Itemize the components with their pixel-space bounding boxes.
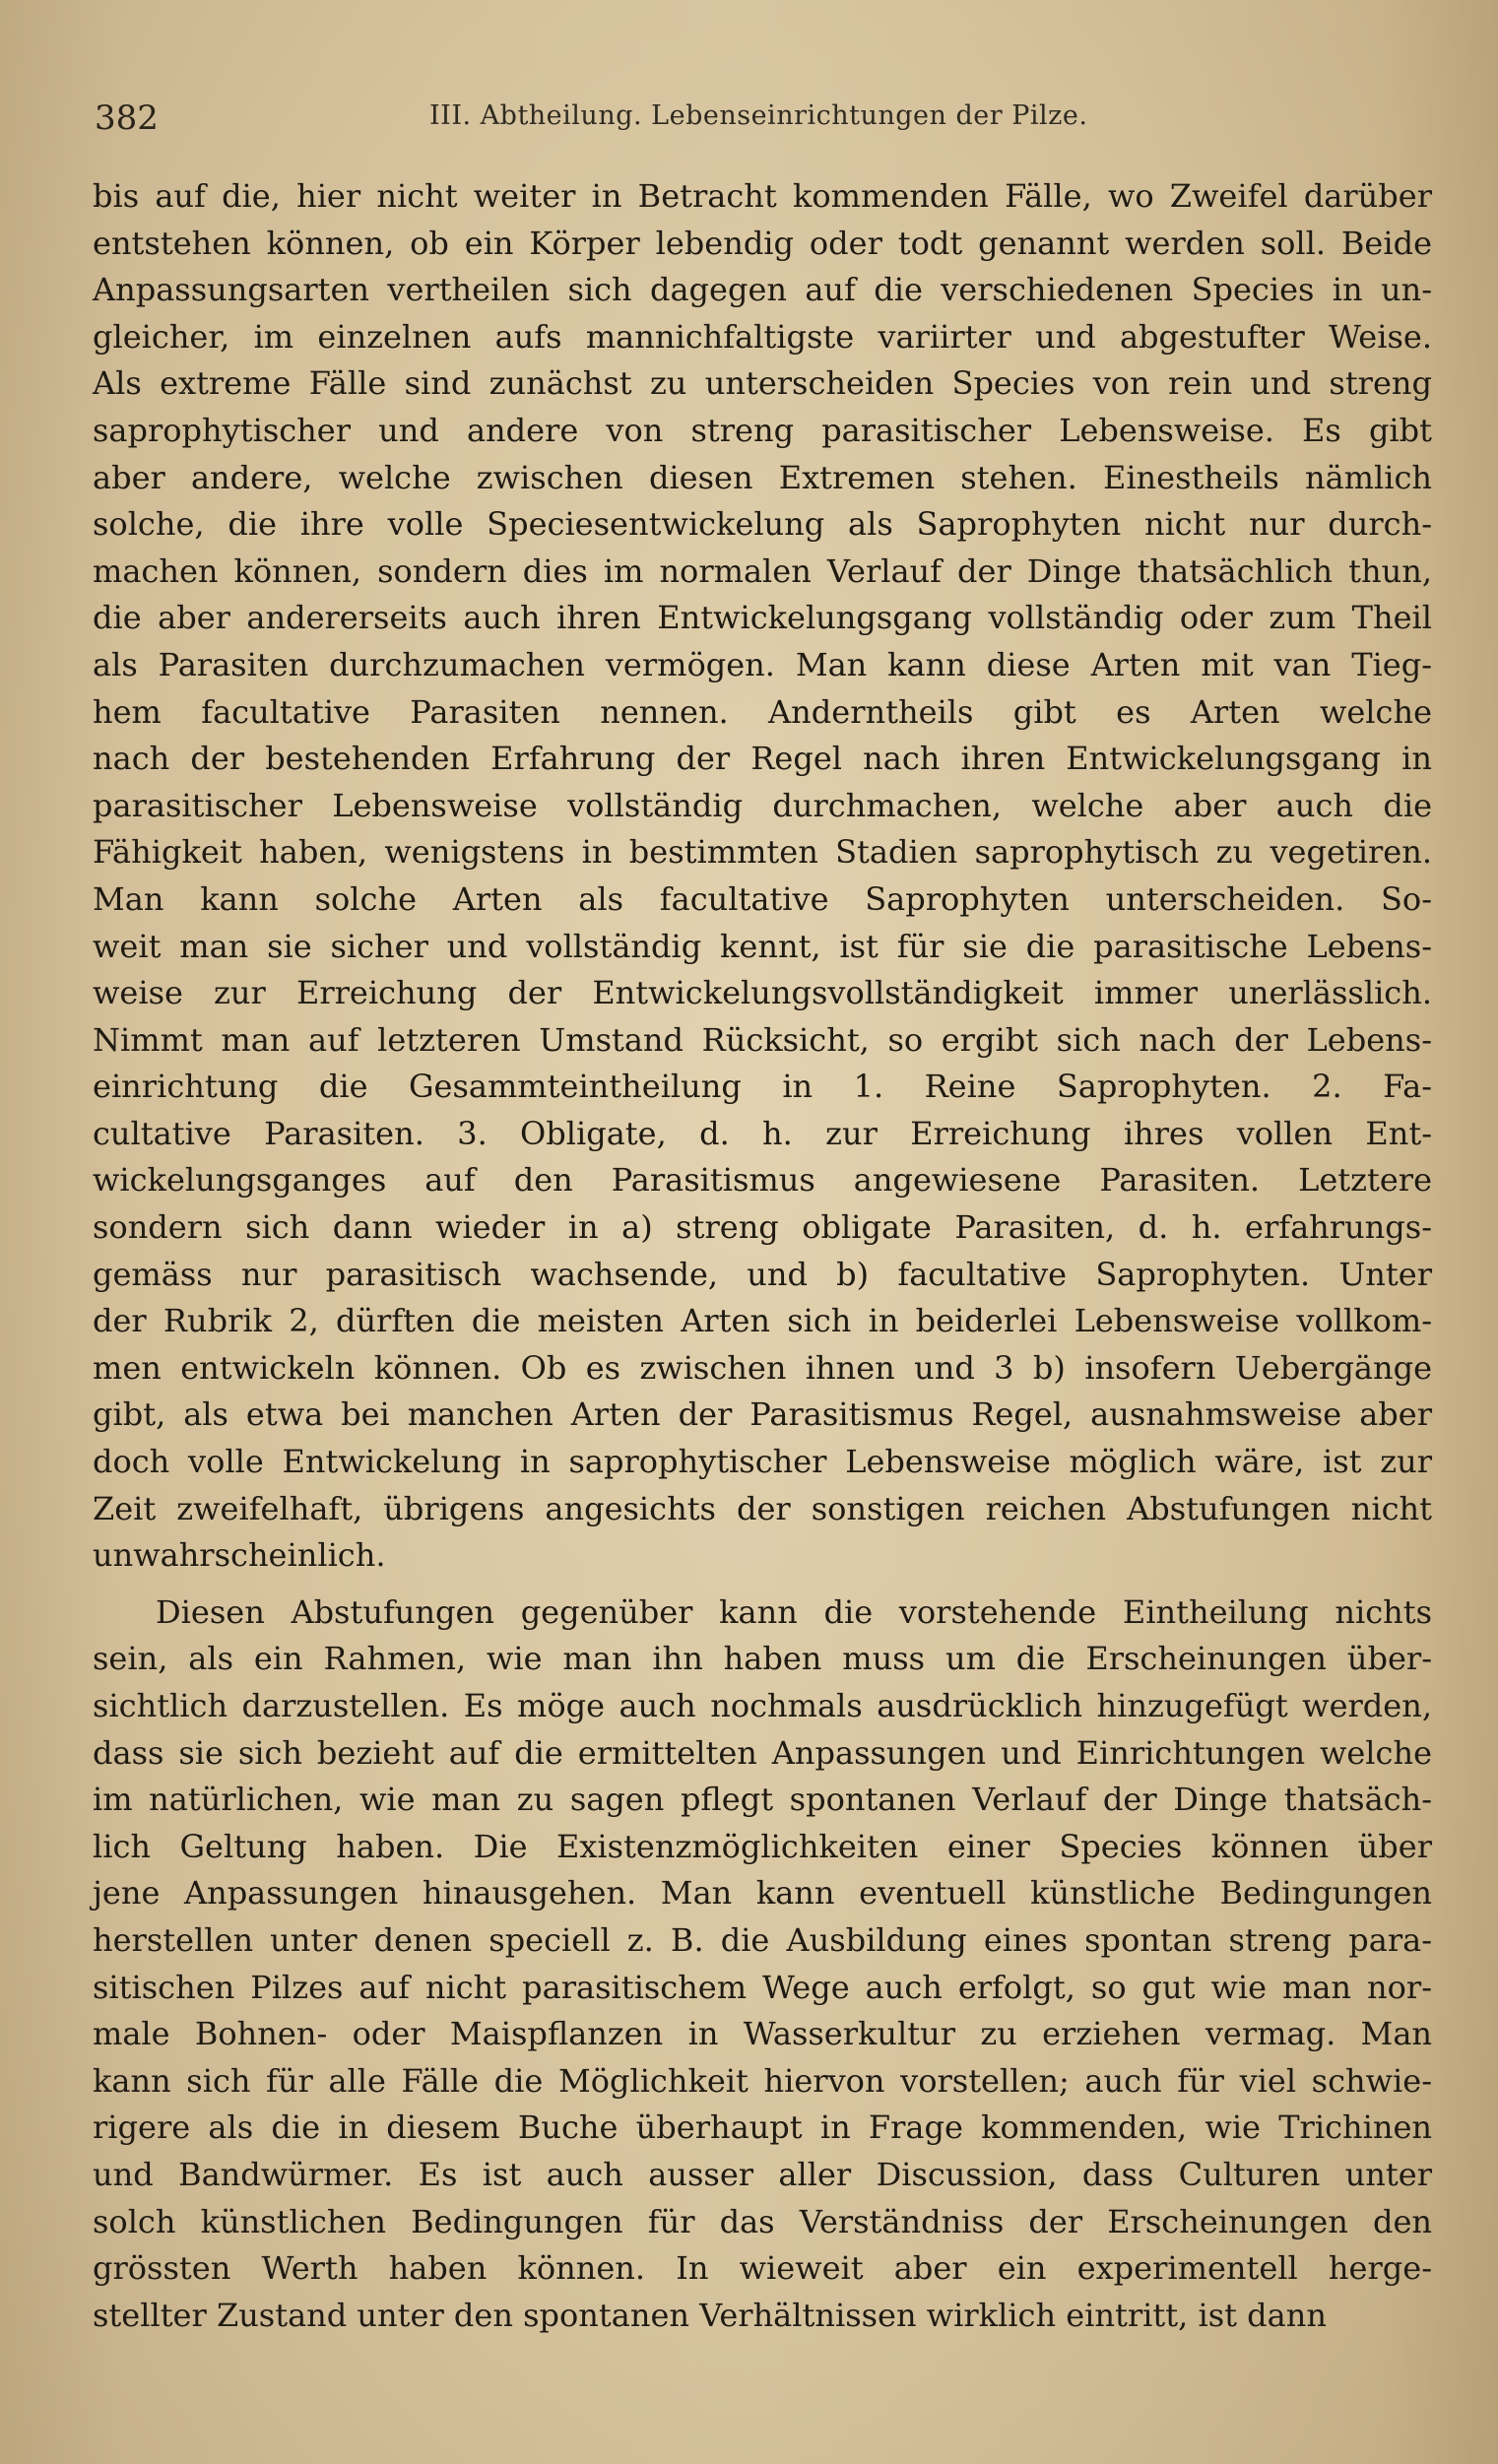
text-line: aber andere, welche zwischen diesen Extremen stehen. Einestheils nämlich (93, 458, 1432, 496)
text-line: gemäss nur parasitisch wachsende, und b) facultative Saprophyten. Unter (93, 1255, 1432, 1293)
text-line: Diesen Abstufungen gegenüber kann die vorstehende Eintheilung nichts (156, 1592, 1432, 1631)
paragraph-1 (93, 173, 1432, 1580)
text-line: sein, als ein Rahmen, wie man ihn haben muss um die Erscheinungen über- (93, 1640, 1432, 1678)
text-line: lich Geltung haben. Die Existenzmöglichkeiten einer Species können über (93, 1827, 1432, 1865)
text-line: Nimmt man auf letzteren Umstand Rücksicht, so ergibt sich nach der Lebens- (93, 1020, 1432, 1059)
page-header (95, 95, 1454, 144)
text-line: im natürlichen, wie man zu sagen pflegt spontanen Verlauf der Dinge thatsäch- (93, 1781, 1432, 1819)
body-text (93, 173, 1432, 2349)
text-line: machen können, sondern dies im normalen Verlauf der Dinge thatsächlich thun, (93, 551, 1432, 590)
page-number: 382 (95, 98, 159, 138)
text-line: die aber andererseits auch ihren Entwickelungsgang vollständig oder zum Theil (93, 599, 1432, 637)
text-line: male Bohnen- oder Maispflanzen in Wasserkultur zu erziehen vermag. Man (93, 2015, 1432, 2053)
text-line: solch künstlichen Bedingungen für das Verständniss der Erscheinungen den (93, 2202, 1432, 2240)
text-line: bis auf die, hier nicht weiter in Betracht kommenden Fälle, wo Zweifel darüber (93, 177, 1432, 215)
text-line: stellter Zustand unter den spontanen Verhältnissen wirklich eintritt, ist dann (93, 2296, 1327, 2334)
text-line: cultative Parasiten. 3. Obligate, d. h. zur Erreichung ihres vollen Ent- (93, 1114, 1432, 1152)
text-line: parasitischer Lebensweise vollständig durchmachen, welche aber auch die (93, 786, 1432, 824)
text-line: gleicher, im einzelnen aufs mannichfaltigste variirter und abgestufter Weise. (93, 317, 1432, 356)
text-line: wickelungsganges auf den Parasitismus angewiesene Parasiten. Letztere (93, 1161, 1432, 1200)
paragraph-2 (93, 1589, 1432, 2340)
text-line: gibt, als etwa bei manchen Arten der Parasitismus Regel, ausnahmsweise aber (93, 1395, 1432, 1434)
text-line: kann sich für alle Fälle die Möglichkeit hiervon vorstellen; auch für viel schwie- (93, 2061, 1432, 2100)
text-line: saprophytischer und andere von streng parasitischer Lebensweise. Es gibt (93, 411, 1432, 449)
text-line: Anpassungsarten vertheilen sich dagegen auf die verschiedenen Species in un- (93, 271, 1432, 309)
text-line: Als extreme Fälle sind zunächst zu unterscheiden Species von rein und streng (93, 364, 1432, 403)
text-line: hem facultative Parasiten nennen. Anderntheils gibt es Arten welche (93, 692, 1432, 731)
text-line: herstellen unter denen speciell z. B. die Ausbildung eines spontan streng para- (93, 1920, 1432, 1959)
text-line: men entwickeln können. Ob es zwischen ihnen und 3 b) insofern Uebergänge (93, 1348, 1432, 1387)
text-line: nach der bestehenden Erfahrung der Regel nach ihren Entwickelungsgang in (93, 740, 1432, 778)
text-line: sitischen Pilzes auf nicht parasitischem Wege auch erfolgt, so gut wie man nor- (93, 1968, 1432, 2006)
text-line: grössten Werth haben können. In wieweit aber ein experimentell herge- (93, 2249, 1432, 2288)
text-line: entstehen können, ob ein Körper lebendig oder todt genannt werden soll. Beide (93, 224, 1432, 262)
text-line: Zeit zweifelhaft, übrigens angesichts der sonstigen reichen Abstufungen nicht (93, 1489, 1432, 1527)
text-line: doch volle Entwickelung in saprophytischer Lebensweise möglich wäre, ist zur (93, 1443, 1432, 1481)
text-line: und Bandwürmer. Es ist auch ausser aller Discussion, dass Culturen unter (93, 2155, 1432, 2193)
text-line: Man kann solche Arten als facultative Saprophyten unterscheiden. So- (93, 879, 1432, 918)
text-line: unwahrscheinlich. (93, 1536, 386, 1575)
text-line: solche, die ihre volle Speciesentwickelung als Saprophyten nicht nur durch- (93, 505, 1432, 544)
text-line: sichtlich darzustellen. Es möge auch nochmals ausdrücklich hinzugefügt werden, (93, 1687, 1432, 1724)
text-line: jene Anpassungen hinausgehen. Man kann eventuell künstliche Bedingungen (93, 1874, 1432, 1913)
text-line: weit man sie sicher und vollständig kennt, ist für sie die parasitische Lebens- (93, 927, 1432, 965)
running-head: III. Abtheilung. Lebenseinrichtungen der Pilze. (429, 100, 1088, 131)
text-line: Fähigkeit haben, wenigstens in bestimmten Stadien saprophytisch zu vegetiren. (93, 833, 1432, 872)
text-line: der Rubrik 2, dürften die meisten Arten sich in beiderlei Lebensweise vollkom- (93, 1302, 1432, 1340)
text-line: sondern sich dann wieder in a) streng obligate Parasiten, d. h. erfahrungs- (93, 1208, 1432, 1247)
text-line: als Parasiten durchzumachen vermögen. Man kann diese Arten mit van Tieg- (93, 645, 1432, 683)
text-line: weise zur Erreichung der Entwickelungsvollständigkeit immer unerlässlich. (93, 974, 1432, 1012)
text-line: einrichtung die Gesammteintheilung in 1. Reine Saprophyten. 2. Fa- (93, 1068, 1432, 1106)
text-line: dass sie sich bezieht auf die ermittelten Anpassungen und Einrichtungen welche (93, 1733, 1432, 1772)
text-line: rigere als die in diesem Buche überhaupt in Frage kommenden, wie Trichinen (93, 2108, 1432, 2147)
